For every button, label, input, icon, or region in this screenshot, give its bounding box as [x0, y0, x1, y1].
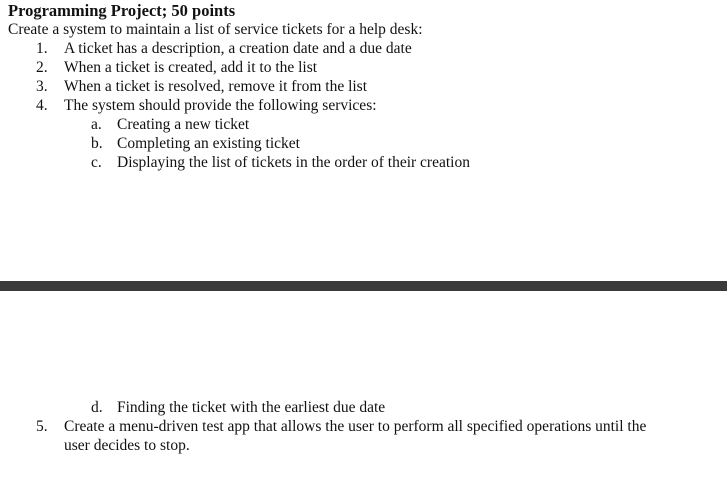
list-marker: 4.	[36, 97, 48, 114]
sublist-marker: c.	[91, 154, 102, 171]
list-marker: 5.	[36, 418, 48, 435]
list-item-continuation: user decides to stop.	[64, 437, 190, 454]
list-item: Create a menu-driven test app that allows the user to perform all specified operations until the	[64, 418, 647, 435]
sublist-item: Finding the ticket with the earliest due date	[117, 399, 386, 416]
sublist-item: Completing an existing ticket	[117, 135, 300, 152]
sublist-marker: a.	[91, 116, 102, 133]
sublist-marker: d.	[91, 399, 103, 416]
list-marker: 1.	[36, 40, 48, 57]
list-marker: 2.	[36, 59, 48, 76]
list-item: The system should provide the following services:	[64, 97, 377, 114]
list-marker: 3.	[36, 78, 48, 95]
sublist-item: Creating a new ticket	[117, 116, 250, 133]
page-divider	[0, 281, 727, 291]
sublist-item: Displaying the list of tickets in the order of their creation	[117, 154, 470, 171]
sublist-marker: b.	[91, 135, 103, 152]
list-item: A ticket has a description, a creation date and a due date	[64, 40, 412, 57]
list-item: When a ticket is resolved, remove it from the list	[64, 78, 368, 95]
intro-text: Create a system to maintain a list of service tickets for a help desk:	[8, 21, 423, 38]
page-title: Programming Project; 50 points	[8, 1, 236, 20]
list-item: When a ticket is created, add it to the list	[64, 59, 318, 76]
